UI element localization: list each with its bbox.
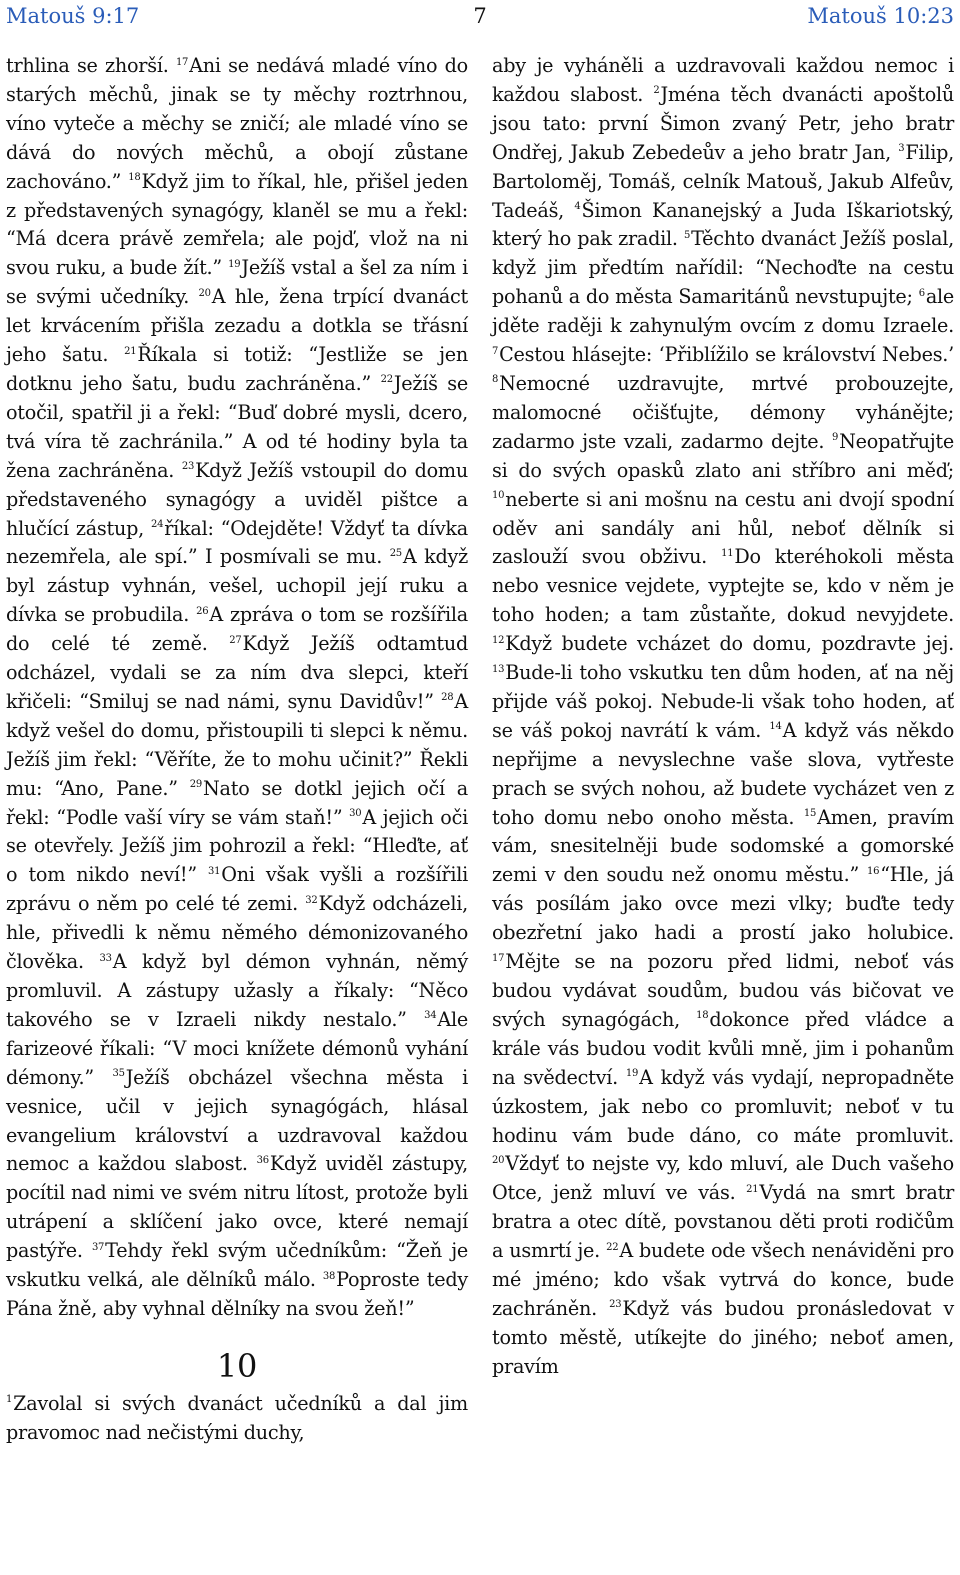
verse-number: 15 bbox=[803, 808, 817, 820]
verse-text: Když uviděl zástupy, pocítil nad nimi ve svém nitru lítost, protože byli utrápení a sklíčení jako ovce, které nemají pastýře. bbox=[6, 1152, 468, 1263]
verse-text: A hle, žena trpící dvanáct let krvácením přišla zezadu a dotkla se třásní jeho šatu. bbox=[6, 285, 468, 367]
paragraph bbox=[6, 52, 468, 1324]
verse-text: Šimon Kananejský a Juda Iškariotský, který ho pak zradil. bbox=[492, 198, 955, 251]
verse-text: trhlina se zhorší. bbox=[6, 54, 176, 77]
verse-number: 20 bbox=[198, 287, 211, 299]
verse-number: 22 bbox=[606, 1241, 619, 1253]
verse-text: Zavolal si svých dvanáct učedníků a dal jim pravomoc nad nečistými duchy, bbox=[6, 1391, 468, 1444]
verse-text: Když Ježíš vstoupil do domu představeného synagógy a uviděl pištce a hlučící zástup, bbox=[6, 458, 468, 540]
verse-number: 1 bbox=[6, 1394, 13, 1406]
verse-number: 20 bbox=[492, 1154, 505, 1166]
verse-text: Když vás budou pronásledovat v tomto městě, utíkejte do jiného; neboť amen, pravím bbox=[492, 1296, 954, 1378]
verse-number: 3 bbox=[898, 143, 905, 155]
verse-number: 19 bbox=[625, 1068, 639, 1080]
verse-text: dokonce před vládce a krále vás budou vodit kvůli mně, jim i pohanům na svědectví. bbox=[492, 1007, 954, 1089]
verse-text: Filip, Bartoloměj, Tomáš, celník Matouš, Jakub Alfeův, Tadeáš, bbox=[492, 140, 954, 222]
verse-text: “Hle, já vás posílám jako ovce mezi vlky; buďte tedy obezřetní jako hadi a prostí jako holubice. bbox=[492, 863, 954, 945]
page-header bbox=[0, 2, 960, 32]
verse-text: Neopatřujte si do svých opasků zlato ani stříbro ani měď; bbox=[492, 429, 954, 482]
verse-text: Těchto dvanáct Ježíš poslal, když jim předtím nařídil: “Nechoďte na cestu pohanů a do města Samaritánů nevstupujte; bbox=[492, 227, 954, 309]
verse-number: 28 bbox=[441, 692, 454, 704]
verse-number: 30 bbox=[349, 808, 362, 820]
right-column bbox=[492, 52, 954, 1448]
verse-text: Bude-li toho vskutku ten dům hoden, ať na něj přijde váš pokoj. Nebude-li však toho hoden, ať se váš pokoj navrátí k vám. bbox=[492, 661, 954, 742]
header-range-start[interactable]: Matouš 9:17 bbox=[6, 4, 140, 28]
verse-number: 17 bbox=[492, 952, 505, 964]
verse-text: Když odcházeli, hle, přivedli k němu němého démonizovaného člověka. bbox=[6, 892, 468, 974]
verse-number: 5 bbox=[683, 229, 691, 241]
verse-number: 18 bbox=[696, 1010, 709, 1022]
verse-number: 11 bbox=[721, 547, 734, 559]
paragraph bbox=[6, 1390, 468, 1448]
verse-number: 37 bbox=[91, 1241, 105, 1253]
verse-text: ale jděte raději k zahynulým ovcím z domu Izraele. bbox=[492, 285, 954, 338]
verse-text: aby je vyháněli a uzdravovali každou nemoc i každou slabost. bbox=[492, 54, 954, 106]
verse-number: 17 bbox=[175, 56, 189, 68]
verse-number: 2 bbox=[653, 85, 660, 97]
verse-text: Ježíš obcházel všechna města i vesnice, učil v jejich synagógách, hlásal evangelium království a uzdravoval každou nemoc a každou slabost. bbox=[6, 1065, 469, 1176]
verse-text: Cestou hlásejte: ‘Přiblížilo se království Nebes.’ bbox=[499, 343, 954, 367]
verse-text: Ale farizeové říkali: “V moci knížete démonů vyhání démony.” bbox=[6, 1007, 468, 1089]
verse-text: Jména těch dvanácti apoštolů jsou tato: první Šimon zvaný Petr, jeho bratr Ondřej, Jakub Zebedeův a jeho bratr Jan, bbox=[492, 82, 955, 164]
verse-number: 13 bbox=[492, 663, 505, 675]
verse-number: 4 bbox=[574, 201, 581, 213]
verse-number: 29 bbox=[189, 779, 202, 791]
verse-number: 27 bbox=[229, 634, 242, 646]
verse-text: A když vás někdo nepřijme a nevyslechne vaše slova, vytřeste prach se svých nohou, až budete vycházet ven z toho domu nebo onoho města. bbox=[492, 718, 954, 829]
verse-number: 10 bbox=[492, 490, 505, 502]
verse-number: 35 bbox=[112, 1068, 125, 1080]
verse-text: A zpráva o tom se rozšířila do celé té země. bbox=[6, 603, 468, 656]
verse-number: 6 bbox=[918, 287, 925, 299]
verse-number: 24 bbox=[150, 519, 164, 530]
verse-number: 22 bbox=[380, 374, 393, 386]
verse-text: Do kteréhokoli města nebo vesnice vejdete, vyptejte se, kdo v něm je toho hoden; a tam zůstaňte, dokud nevyjdete. bbox=[492, 545, 954, 627]
verse-text: Amen, pravím vám, snesitelněji bude sodomské a gomorské zemi v den soudu než onomu městu.” bbox=[492, 805, 955, 887]
verse-text: Oni však vyšli a rozšířili zprávu o něm po celé té zemi. bbox=[6, 863, 468, 916]
verse-number: 14 bbox=[769, 721, 782, 733]
verse-number: 19 bbox=[228, 258, 241, 270]
verse-text: A budete ode všech nenáviděni pro mé jméno; kdo však vytrvá do konce, bude zachráněn. bbox=[492, 1239, 954, 1320]
page-number: 7 bbox=[473, 4, 487, 28]
verse-text: A když byl démon vyhnán, němý promluvil. A zástupy užasly a říkaly: “Něco takového se v Izraeli nikdy nestalo.” bbox=[6, 950, 468, 1031]
verse-text: Říkala si totiž: “Jestliže se jen dotknu jeho šatu, budu zachráněna.” bbox=[6, 343, 469, 395]
verse-number: 31 bbox=[208, 865, 221, 877]
verse-text: A když vás vydají, nepropadněte úzkostem, jak nebo co promluvit; neboť v tu hodinu vám bude dáno, co máte promluvit. bbox=[492, 1065, 954, 1147]
verse-text: říkal: “Odejděte! Vždyť ta dívka nezemřela, ale spí.” I posmívali se mu. bbox=[6, 516, 468, 569]
verse-number: 26 bbox=[196, 605, 209, 617]
verse-number: 23 bbox=[609, 1299, 622, 1311]
verse-number: 12 bbox=[492, 634, 505, 646]
verse-text: Když jim to říkal, hle, přišel jeden z představených synagógy, klaněl se mu a řekl: “Má dcera právě zemřela; ale pojď, vlož na ni svou ruku, a bude žít.” bbox=[6, 169, 468, 280]
verse-number: 25 bbox=[389, 547, 402, 559]
verse-text: Ani se nedává mladé víno do starých měchů, jinak se ty měchy roztrhnou, víno vyteče a měchy se zničí; ale mladé víno se dává do nových měchů, a obojí zůstane zachováno.” bbox=[6, 54, 468, 193]
verse-text: A když vešel do domu, přistoupili ti slepci k němu. Ježíš jim řekl: “Věříte, že to mohu učinit?” Řekli mu: “Ano, Pane.” bbox=[6, 689, 468, 800]
verse-number: 21 bbox=[124, 345, 137, 357]
verse-text: Nemocné uzdravujte, mrtvé probouzejte, malomocné očišťujte, démony vyhánějte; zadarmo jste vzali, zadarmo dejte. bbox=[492, 371, 954, 453]
verse-text: Ježíš vstal a šel za ním i se svými učedníky. bbox=[6, 256, 468, 309]
paragraph bbox=[492, 52, 954, 1382]
verse-text: Když Ježíš odtamtud odcházel, vydali se za ním dva slepci, kteří křičeli: “Smiluj se nad námi, synu Davidův!” bbox=[6, 632, 468, 713]
verse-text: Ježíš se otočil, spatřil ji a řekl: “Buď dobré mysli, dcero, tvá víra tě zachránila.” A od té hodiny byla ta žena zachráněna. bbox=[6, 371, 468, 482]
verse-text: Nato se dotkl jejich očí a řekl: “Podle vaší víry se vám staň!” bbox=[6, 776, 468, 829]
verse-number: 7 bbox=[492, 345, 499, 357]
verse-number: 16 bbox=[867, 865, 880, 877]
verse-number: 21 bbox=[746, 1183, 759, 1195]
verse-text: Když budete vcházet do domu, pozdravte jej. bbox=[505, 632, 954, 656]
header-range-end[interactable]: Matouš 10:23 bbox=[807, 4, 954, 28]
verse-text: Vždyť to nejste vy, kdo mluví, ale Duch vašeho Otce, jenž mluví ve vás. bbox=[492, 1152, 954, 1205]
verse-number: 34 bbox=[424, 1010, 437, 1022]
verse-text: Mějte se na pozoru před lidmi, neboť vás budou vydávat soudům, budou vás bičovat ve svých synagógách, bbox=[492, 950, 954, 1031]
left-column bbox=[6, 52, 468, 1448]
verse-number: 38 bbox=[322, 1270, 336, 1282]
text-columns bbox=[6, 52, 954, 1448]
verse-number: 32 bbox=[305, 894, 318, 906]
verse-number: 36 bbox=[256, 1154, 269, 1166]
verse-number: 8 bbox=[492, 374, 499, 386]
verse-number: 18 bbox=[128, 172, 141, 184]
verse-number: 9 bbox=[831, 432, 839, 444]
verse-number: 23 bbox=[181, 461, 195, 473]
verse-text: Poproste tedy Pána žně, aby vyhnal dělníky na svou žeň!” bbox=[6, 1268, 468, 1320]
verse-text: Vydá na smrt bratr bratra a otec dítě, povstanou děti proti rodičům a usmrtí je. bbox=[492, 1181, 954, 1263]
verse-number: 33 bbox=[99, 952, 112, 964]
chapter-number: 10 bbox=[216, 1346, 258, 1385]
verse-text: neberte si ani mošnu na cestu ani dvojí spodní oděv ani sandály ani hůl, neboť dělník si zaslouží svou obživu. bbox=[492, 487, 954, 569]
verse-text: Tehdy řekl svým učedníkům: “Žeň je vskutku velká, ale dělníků málo. bbox=[6, 1239, 468, 1292]
verse-text: A jejich oči se otevřely. Ježíš jim pohrozil a řekl: “Hleďte, ať o tom nikdo neví!” bbox=[6, 805, 468, 887]
verse-text: A když byl zástup vyhnán, vešel, uchopil její ruku a dívka se probudila. bbox=[6, 545, 468, 627]
